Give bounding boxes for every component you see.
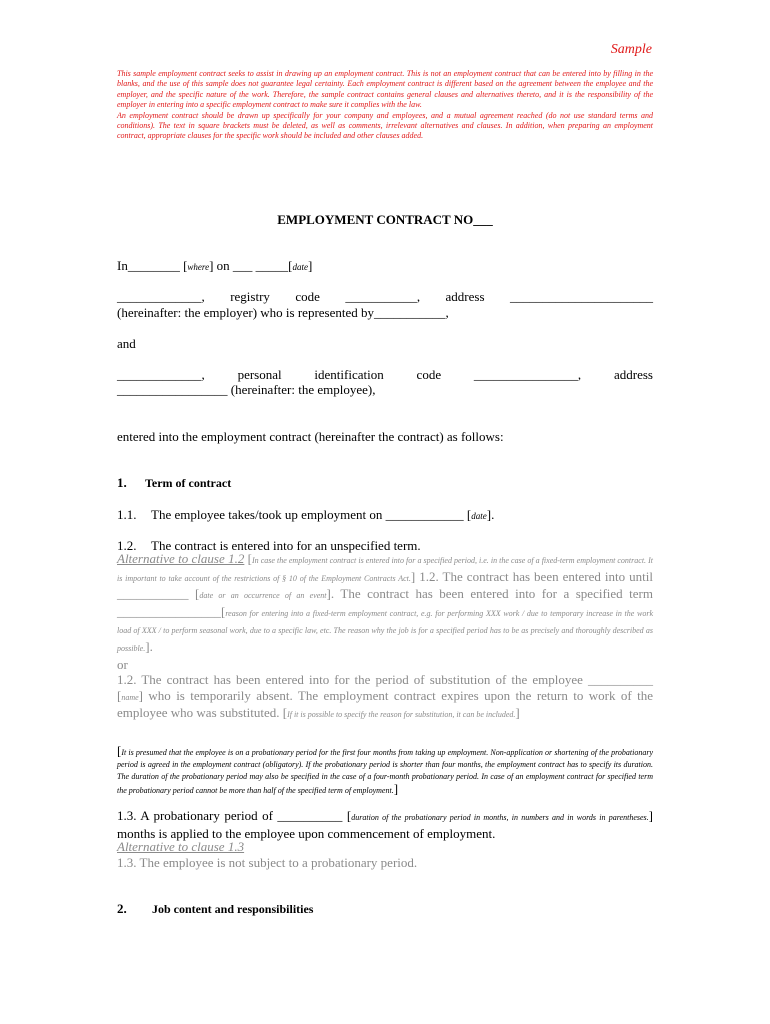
- alternative-1-2-text-b: ]. The contract has been entered into for a specified term ________________[: [117, 586, 653, 619]
- intro-paragraph-1: This sample employment contract seeks to assist in drawing up an employment contract. This is not an employment contract that can be entered into by filling in the blanks, and the use of this sample does not guarantee legal certainty. Each employment contract is different based on the agreement between the employee and the employer, and the specific nature of the work. Therefore, the sample contract contains general clauses and alternatives thereto, and it is the responsibility of the employer in entering into a specific employment contract to make sure it complies with the law.: [117, 69, 653, 110]
- and-word: and: [117, 336, 136, 351]
- employee-code-blank: ________________,: [473, 367, 582, 382]
- employee-line-2: _________________ (hereinafter: the employee),: [117, 382, 376, 397]
- employer-address-blank: ______________________: [509, 289, 653, 304]
- place-blank: In________ [: [117, 258, 188, 273]
- employee-name-blank: _____________,: [117, 367, 205, 382]
- where-note: where: [187, 262, 210, 272]
- employer-line-1: [117, 289, 653, 305]
- clause-1-3: [117, 808, 653, 841]
- bracket-close: ]: [410, 568, 416, 584]
- clause-1-1: [117, 507, 494, 523]
- bracket-open: [: [244, 551, 252, 566]
- alternative-1-2b-text-c: ]: [515, 705, 520, 721]
- or-word: or: [117, 656, 128, 672]
- bracket-close: ]: [393, 781, 399, 796]
- document-title: EMPLOYMENT CONTRACT NO___: [277, 212, 493, 227]
- alternative-1-2b-text-b: ] who is temporarily absent. The employment contract expires upon the return to work of the employee who was substituted. [: [117, 687, 653, 721]
- alternative-1-2-text-a: 1.2. The contract has been entered into until ___________ [: [117, 568, 653, 602]
- sample-label: Sample: [610, 42, 652, 57]
- alternative-1-2-note-c: reason for entering into a fixed-term employment contract, e.g. for performing XXX work / due to temporary increase in the work load of XXX / to perform seasonal work, due to a specific law, etc. The reason why the job is for a specified period has to be as precisely and thoroughly described as possible.: [117, 608, 653, 653]
- clause-1-1-number: 1.1.: [117, 507, 137, 522]
- employer-code-label: code: [295, 289, 320, 304]
- bracket-open: [: [117, 743, 122, 758]
- intro-notice: [117, 69, 653, 142]
- bracket-close: ]: [308, 258, 313, 273]
- alternative-1-3-text: 1.3. The employee is not subject to a probationary period.: [117, 855, 418, 870]
- employer-registry-label: registry: [230, 289, 270, 304]
- employee-address-label: address: [613, 367, 653, 382]
- employer-name-blank: _____________,: [117, 289, 205, 304]
- employee-personal-label: personal: [237, 367, 282, 382]
- alternative-1-3-label: Alternative to clause 1.3: [117, 839, 245, 854]
- clause-1-1-close: ].: [486, 507, 495, 522]
- clause-1-2-number: 1.2.: [117, 538, 137, 553]
- clause-1-1-text: The employee takes/took up employment on ____________ [: [151, 507, 472, 522]
- alternative-1-2-text-c: ].: [145, 638, 153, 654]
- clause-1-3-text-b: ] months is applied to the employee upon commencement of employment.: [117, 808, 654, 841]
- employee-code-label: code: [416, 367, 442, 382]
- employee-identification-label: identification: [314, 367, 384, 382]
- employer-line-2: (hereinafter: the employer) who is represented by___________,: [117, 305, 449, 320]
- date-blank: ] on ___ _____[: [209, 258, 293, 273]
- employer-address-label: address: [445, 289, 485, 304]
- clause-1-3-note: duration of the probationary period in months, in numbers and in words in parentheses.: [351, 813, 649, 822]
- intro-paragraph-2: An employment contract should be drawn up specifically for your company and employees, and a mutual agreement reached (do not use standard terms and conditions). The text in square brackets must be deleted, as well as comments, irrelevant alternatives and clauses. In addition, when preparing an employment contract, appropriate clauses for the specific work should be included and other clauses added.: [117, 110, 653, 141]
- probation-note: It is presumed that the employee is on a probationary period for the first four months from taking up employment. Non-application or shortening of the probationary period is agreed in the employment contract (obligatory). If the probationary period is shorter than four months, the employment contract has to specify its duration. The duration of the probationary period may also be specified in the case of a four-month probationary period. In case of an employment contract for specified term the probationary period cannot be more than half of the specified term of employment.: [117, 748, 653, 795]
- clause-1-3-text-a: 1.3. A probationary period of __________ [: [117, 808, 352, 823]
- alternative-1-2b-text-a: 1.2. The contract has been entered into for the period of substitution of the employee __________ [: [117, 672, 653, 703]
- clause-1-2-text: The contract is entered into for an unspecified term.: [151, 538, 421, 553]
- alternative-1-2-note-b: date or an occurrence of an event: [199, 591, 327, 601]
- alternative-1-2-block: [117, 551, 653, 723]
- entered-into-text: entered into the employment contract (hereinafter the contract) as follows:: [117, 429, 504, 444]
- probation-note-block: [117, 745, 653, 797]
- section-1-number: 1.: [117, 475, 127, 490]
- date-note: date: [292, 262, 309, 272]
- section-1-title: Term of contract: [145, 476, 232, 490]
- employee-line-1: [117, 367, 653, 383]
- employer-code-blank: ___________,: [345, 289, 421, 304]
- alternative-1-2b-note-a: name: [121, 692, 139, 702]
- clause-1-1-note: date: [471, 511, 487, 521]
- section-2-title: Job content and responsibilities: [152, 902, 314, 916]
- alternative-1-2b-note-b: If it is possible to specify the reason for substitution, it can be included.: [287, 710, 516, 720]
- place-date-line: [117, 258, 312, 274]
- alternative-1-2-note: In case the employment contract is entered into for a specified period, i.e. in the case of a fixed-term employment contract. It is important to take account of the restrictions of § 10 of the Employment Contracts Act.: [117, 556, 654, 583]
- alternative-1-2-label: Alternative to clause 1.2: [117, 551, 245, 566]
- section-2-number: 2.: [117, 901, 127, 916]
